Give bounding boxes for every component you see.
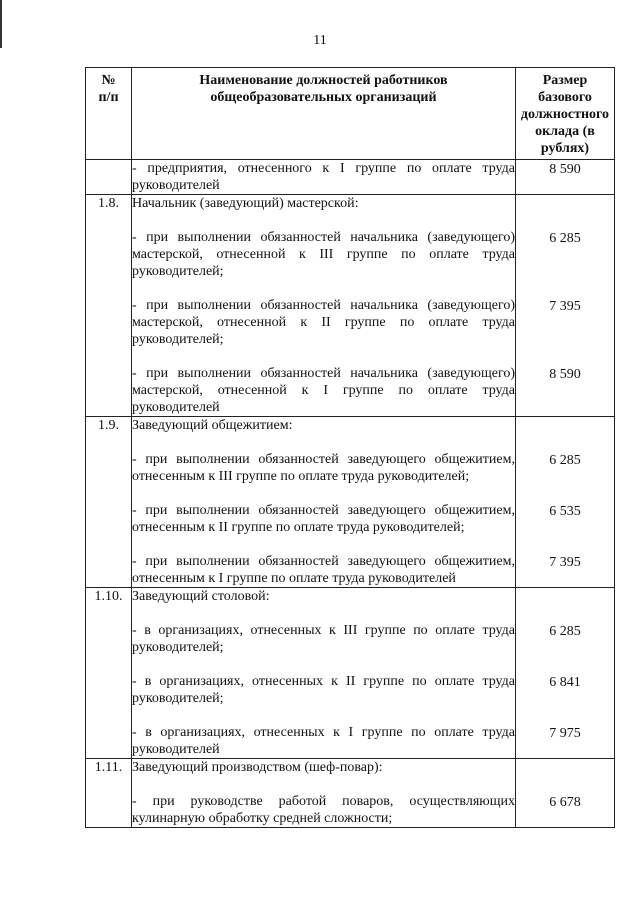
table-header-row <box>86 68 615 160</box>
salary-condition: - при выполнении обязанностей заведующего общежитием, отнесенным к II группе по оплате труда руководителей; <box>132 503 515 535</box>
header-position-name: Наименование должностей работников общеобразовательных организаций <box>132 68 516 160</box>
salary-condition: - при выполнении обязанностей начальника (заведующего) мастерской, отнесенной к II группе по оплате труда руководителей; <box>132 298 515 347</box>
salary-value: 7 975 <box>549 725 581 741</box>
position-title: Заведующий общежитием: <box>132 418 293 433</box>
salary-value: 7 395 <box>549 554 581 570</box>
row-number <box>86 160 132 195</box>
table-row <box>86 759 615 828</box>
salary-value: 6 285 <box>549 452 581 468</box>
row-number: 1.8. <box>86 195 132 417</box>
salary-value: 6 841 <box>549 674 581 690</box>
row-salary <box>516 417 615 588</box>
salary-condition: - предприятия, отнесенного к I группе по оплате труда руководителей <box>132 161 515 193</box>
salary-condition: - при руководстве работой поваров, осуществляющих кулинарную обработку средней сложности; <box>132 794 515 826</box>
salary-value: 7 395 <box>549 298 581 314</box>
salary-value: 6 285 <box>549 230 581 246</box>
row-number: 1.10. <box>86 588 132 759</box>
salary-value: 6 535 <box>549 503 581 519</box>
row-description <box>132 195 516 417</box>
salary-table <box>85 67 615 828</box>
position-title: Заведующий столовой: <box>132 589 270 604</box>
row-number: 1.9. <box>86 417 132 588</box>
row-salary <box>516 588 615 759</box>
salary-condition: - в организациях, отнесенных к I группе по оплате труда руководителей <box>132 725 515 757</box>
salary-condition: - в организациях, отнесенных к III группе по оплате труда руководителей; <box>132 623 515 655</box>
position-title: Заведующий производством (шеф-повар): <box>132 760 383 775</box>
salary-condition: - при выполнении обязанностей начальника (заведующего) мастерской, отнесенной к III группе по оплате труда руководителей; <box>132 230 515 279</box>
row-number: 1.11. <box>86 759 132 828</box>
row-description <box>132 417 516 588</box>
row-salary <box>516 195 615 417</box>
salary-value: 8 590 <box>549 161 581 177</box>
row-salary <box>516 759 615 828</box>
row-salary <box>516 160 615 195</box>
salary-condition: - при выполнении обязанностей заведующего общежитием, отнесенным к III группе по оплате труда руководителей; <box>132 452 515 484</box>
table-row <box>86 588 615 759</box>
header-number: № п/п <box>86 68 132 160</box>
table-row <box>86 195 615 417</box>
salary-condition: - при выполнении обязанностей начальника (заведующего) мастерской, отнесенной к I группе по оплате труда руководителей <box>132 366 515 415</box>
row-description <box>132 759 516 828</box>
salary-value: 6 285 <box>549 623 581 639</box>
salary-value: 6 678 <box>549 794 581 810</box>
row-description <box>132 588 516 759</box>
salary-condition: - при выполнении обязанностей заведующего общежитием, отнесенным к I группе по оплате труда руководителей <box>132 554 515 586</box>
position-title: Начальник (заведующий) мастерской: <box>132 196 359 211</box>
salary-condition: - в организациях, отнесенных к II группе по оплате труда руководителей; <box>132 674 515 706</box>
table-body <box>86 160 615 828</box>
table-row <box>86 417 615 588</box>
header-base-salary: Размер базового должностного оклада (в рублях) <box>516 68 615 160</box>
salary-value: 8 590 <box>549 366 581 382</box>
table-row <box>86 160 615 195</box>
row-description <box>132 160 516 195</box>
page-number: 11 <box>313 33 327 48</box>
